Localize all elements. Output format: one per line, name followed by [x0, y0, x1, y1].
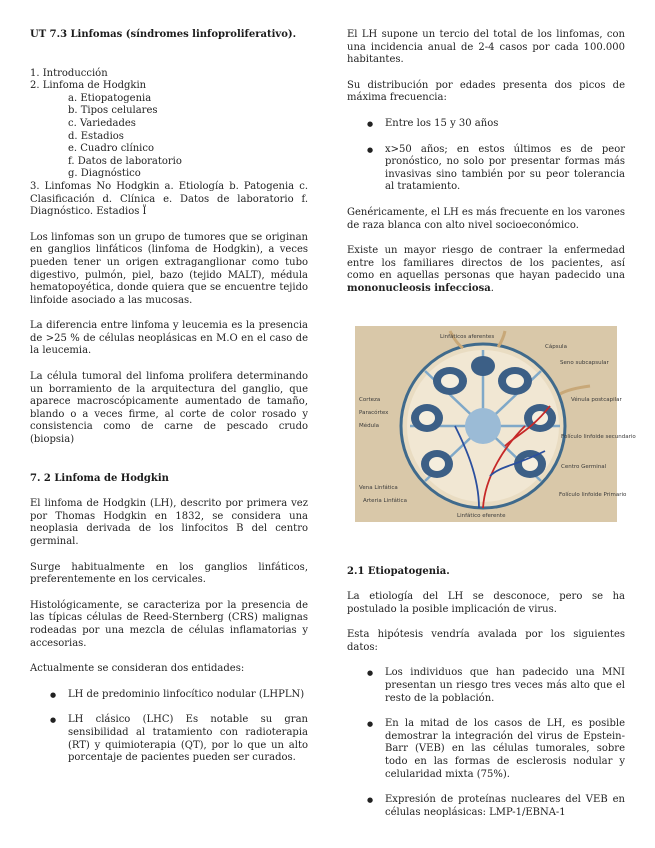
paragraph: El LH supone un tercio del total de los linfomas, con una incidencia anual de 2-4 casos por cada 100.000 habitantes. — [347, 29, 625, 66]
paragraph: Esta hipótesis vendría avalada por los siguientes datos: — [347, 629, 625, 653]
toc-subitem: a. Etiopatogenia — [68, 92, 152, 104]
section-heading: 2.1 Etiopatogenia. — [347, 565, 450, 577]
paragraph: La etiología del LH se desconoce, pero se ha postulado la posible implicación de virus. — [347, 591, 625, 615]
label-arteria-linfatica: Arteria Linfática — [363, 497, 407, 504]
age-peaks-list — [347, 118, 625, 194]
bold-term: mononucleosis infecciosa — [347, 282, 491, 294]
toc-subitem: g. Diagnóstico — [68, 168, 141, 180]
paragraph: Los linfomas son un grupo de tumores que se originan en ganglios linfáticos (linfoma de Hodgkin), a veces pueden tener un origen extraganglionar como tubo digestivo, pulmón, piel, bazo (tejido MALT), médula hematopoyética, donde quiera que se encuentre tejido linfoide asociado a las mucosas. — [30, 231, 308, 306]
paragraph: La diferencia entre linfoma y leucemia es la presencia de >25 % de células neoplásicas en M.O en el caso de la leucemia. — [30, 320, 308, 357]
label-corteza: Corteza — [359, 396, 381, 403]
label-afferent: Linfáticos aferentes — [440, 333, 495, 340]
paragraph: Su distribución por edades presenta dos picos de máxima frecuencia: — [347, 79, 625, 104]
toc-subitem: d. Estadios — [68, 130, 124, 142]
right-column — [347, 29, 636, 819]
paragraph: La célula tumoral del linfoma prolifera determinando un borramiento de la arquitectura del ganglio, que aparece macroscópicamente aumentado de tamaño, blando o a veces firme, al corte de color rosado y consistencia como de carne de pescado crudo (biopsia) — [30, 371, 308, 446]
toc-subitem: f. Datos de laboratorio — [68, 155, 182, 167]
paragraph: Surge habitualmente en los ganglios linfáticos, preferentemente en los cervicales. — [30, 561, 308, 586]
paragraph: El linfoma de Hodgkin (LH), descrito por primera vez por Thomas Hodgkin en 1832, se considera una neoplasia derivada de los linfocitos B del centro germinal. — [30, 498, 308, 547]
toc-item: 2. Linfoma de Hodgkin — [30, 80, 147, 92]
left-column — [30, 29, 308, 765]
label-seno: Seno subcapsular — [560, 359, 609, 366]
unit-title: UT 7.3 Linfomas (síndromes linfoproliferativo). — [30, 29, 297, 40]
lymph-node-diagram — [355, 326, 636, 522]
label-foliculo-primario: Folículo linfoide Primario — [559, 491, 627, 498]
paragraph: Actualmente se consideran dos entidades: — [30, 663, 245, 675]
paragraph: Genéricamente, el LH es más frecuente en los varones de raza blanca con alto nivel socioeconómico. — [347, 206, 625, 231]
label-foliculo-secundario: Folículo linfoide secundario — [561, 433, 636, 440]
list-item: ● x>50 años; en estos últimos es de peor pronóstico, no solo por presentar formas más invasivas sino también por su peor tolerancia al tratamiento. — [347, 144, 625, 194]
toc-subitem: b. Tipos celulares — [68, 105, 158, 117]
list-item: ● Los individuos que han padecido una MNI presentan un riesgo tres veces más alto que el resto de la población. — [347, 667, 625, 705]
label-capsula: Cápsula — [545, 343, 567, 350]
label-centro-germinal: Centro Germinal — [561, 463, 607, 470]
toc-subitem: c. Variedades — [68, 117, 136, 129]
label-paracortex: Paracórtex — [359, 409, 389, 416]
paragraph-text: Existe un mayor riesgo de contraer la enfermedad entre los familiares directos de los pacientes, así como en aquellas personas que hayan padecido una — [347, 245, 625, 282]
list-item: ● LH clásico (LHC) Es notable su gran sensibilidad al tratamiento con radioterapia (RT) y quimioterapia (QT), por lo que un alto porcentaje de pacientes pueden ser curados. — [30, 714, 308, 764]
label-vena-linfatica: Vena Linfática — [359, 484, 398, 491]
evidence-list — [347, 667, 625, 819]
entity-list — [30, 689, 308, 765]
lymph-node-svg — [355, 326, 636, 522]
toc-subitem: e. Cuadro clínico — [68, 143, 154, 155]
paragraph: Histológicamente, se caracteriza por la presencia de las típicas células de Reed-Sternberg (CRS) malignas rodeadas por una mezcla de células inflamatorias y accesorias. — [30, 599, 308, 649]
paragraph — [347, 245, 625, 295]
section-heading: 7. 2 Linfoma de Hodgkin — [30, 472, 169, 484]
list-item: ● Expresión de proteínas nucleares del VEB en células neoplásicas: LMP-1/EBNA-1 — [347, 794, 625, 819]
list-item: ● LH de predominio linfocítico nodular (LHPLN) — [30, 689, 308, 702]
paragraph-end: . — [490, 282, 494, 294]
label-venula: Vénula postcapilar — [571, 396, 622, 403]
toc-item: 3. Linfomas No Hodgkin a. Etiología b. Patogenia c. Clasificación d. Clínica e. Datos de laboratorio f. Diagnóstico. Estadios Ï — [30, 180, 308, 218]
label-medula: Médula — [359, 422, 380, 429]
label-eferente: Linfático eferente — [457, 512, 506, 519]
list-item: ● En la mitad de los casos de LH, es posible demostrar la integración del virus de Epstein-Barr (VEB) en las células tumorales, sobre todo en las formas de esclerosis nodular y celularidad mixta (75%). — [347, 718, 625, 781]
toc-item: 1. Introducción — [30, 67, 108, 79]
list-item: ● Entre los 15 y 30 años — [347, 118, 625, 131]
